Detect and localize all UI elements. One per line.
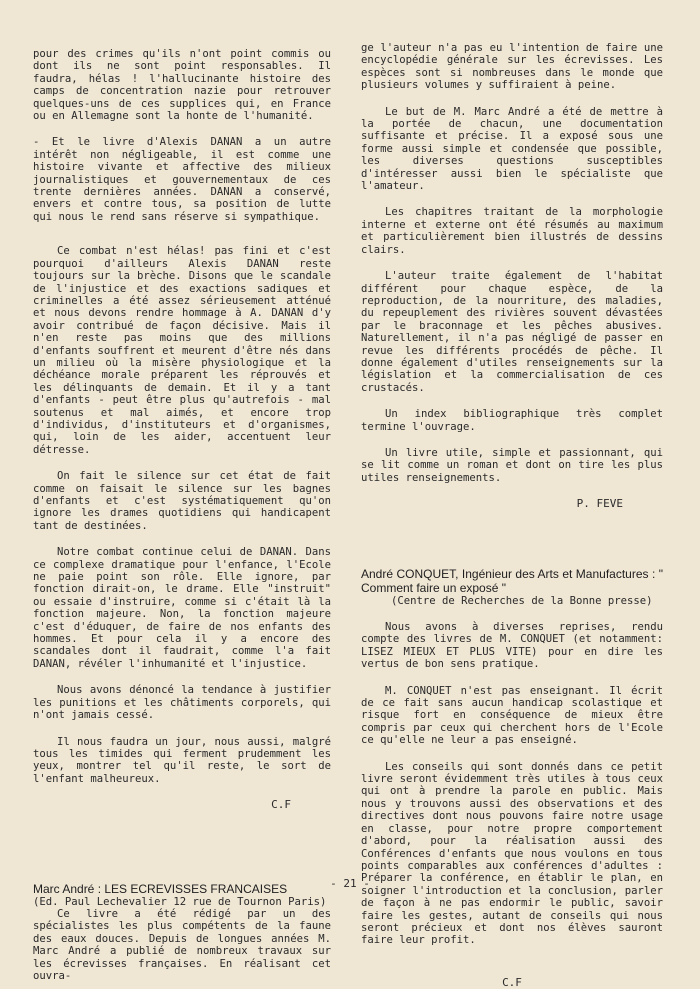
paragraph: ge l'auteur n'a pas eu l'intention de faire une encyclopédie générale sur les écrevisses. Les espèces sont si nombreuses dans le monde que plusieurs volumes y suffiraient à peine. <box>361 42 663 92</box>
paragraph: L'auteur traite également de l'habitat différent pour chaque espèce, de la reproduction, de la nourriture, des maladies, du repeuplement des rivières souvent dévastées par le braconnage et les pêches abusives. Naturellement, il n'a pas négligé de passer en revue les différents procédés de pêche. Il donne également d'utiles renseignements sur la législation et la commercialisation de ces crustacés. <box>361 270 663 394</box>
paragraph: pour des crimes qu'ils n'ont point commis ou dont ils ne sont point responsables. Il faudra, hélas ! l'hallucinante histoire des camps de concentration nazie pour retrouver quelques-uns de ces supplices qui, en France ou en Allemagne sont la honte de l'humanité. <box>33 48 331 123</box>
paragraph: Ce livre a été rédigé par un des spécialistes les plus compétents de la faune des eaux douces. Depuis de longues années M. Marc André a publié de nombreux travaux sur les écrevisses françaises. En réalisant cet ouvra- <box>33 907 331 982</box>
paragraph: Il nous faudra un jour, nous aussi, malgré tous les timides qui ferment prudemment les yeux, montrer tel qu'il reste, le sort de l'enfant malheureux. <box>33 735 331 785</box>
left-column <box>33 48 331 982</box>
paragraph: Un index bibliographique très complet termine l'ouvrage. <box>361 408 663 433</box>
paragraph: Notre combat continue celui de DANAN. Dans ce complexe dramatique pour l'enfance, l'Ecole ne paie point son rôle. Elle ignore, par fonction dirait-on, le drame. Elle "instruit" ou essaie d'instruire, comme si c'était là la fonction majeure. Non, la fonction majeure c'est d'éduquer, de faire de nos enfants des hommes. Et pour cela il y a encore des scandales dont il faudrait, comme l'a fait DANAN, révéler l'inhumanité et l'injustice. <box>33 546 331 670</box>
paragraph: Le but de M. Marc André a été de mettre à la portée de chacun, une documentation suffisante et précise. Il a exposé sous une forme aussi simple et condensée que possible, les diverses questions susceptibles d'intéresser aussi bien le spécialiste que l'amateur. <box>361 105 663 193</box>
review-heading: Marc André : LES ECREVISSES FRANCAISES <box>33 881 288 896</box>
signature: C.F <box>502 975 522 989</box>
paragraph: M. CONQUET n'est pas enseignant. Il écrit de ce fait sans aucun handicap scolastique et risque fort en conséquence de mieux être compris par ceux qui cherchent hors de l'Ecole ce qu'elle ne leur a pas enseigné. <box>361 684 663 747</box>
review-publisher: (Ed. Paul Lechevalier 12 rue de Tournon Paris) <box>33 895 327 908</box>
paragraph: Les chapitres traitant de la morphologie interne et externe ont été résumés au maximum et particulièrement bien illustrés de dessins clairs. <box>361 206 663 256</box>
signature: P. FEVE <box>576 497 623 511</box>
paragraph: Ce combat n'est hélas! pas fini et c'est pourquoi d'ailleurs Alexis DANAN reste toujours sur la brèche. Disons que le scandale de l'injustice et des exactions sadiques et criminelles a été assez sérieusement atténué et nous devons rendre hommage à A. DANAN d'y avoir contribué de façon décisive. Mais il n'en reste pas moins que des millions d'enfants souffrent et meurent d'être nés dans un milieu où la misère physiologique et la déchéance morale préparent les réprouvés et les délinquants de demain. Et il y a tant d'enfants - peut être plus qu'autrefois - mal soutenus et mal aimés, et encore trop d'individus, d'instituteurs et d'organismes, qui, loin de les aider, accentuent leur détresse. <box>33 245 331 456</box>
signature: C.F <box>271 798 291 812</box>
paragraph: Nous avons à diverses reprises, rendu compte des livres de M. CONQUET (et notamment: LISEZ MIEUX ET PLUS VITE) pour en dire les vertus de bon sens pratique. <box>361 621 663 671</box>
paragraph: Un livre utile, simple et passionnant, qui se lit comme un roman et dont on tire les plus utiles renseignements. <box>361 446 663 484</box>
review-heading: André CONQUET, Ingénieur des Arts et Manufactures : " Comment faire un exposé " <box>361 566 663 595</box>
paragraph: Les conseils qui sont donnés dans ce petit livre seront évidemment très utiles à tous ceux qui ont à prendre la parole en public. Mais nous y trouvons aussi des observations et des directives dont nous pouvons faire notre usage en classe, pour notre propre comportement d'abord, pour la réalisation aussi des Conférences d'enfants que nous voulons en tous points comparables aux conférences d'adultes : Préparer la conférence, en établir le plan, en soigner l'introduction et la conclusion, parler de façon à ne pas endormir le public, savoir faire les gestes, autant de conseils qui nous seront précieux et dont nos élèves sauront faire leur profit. <box>361 760 663 947</box>
review-publisher: (Centre de Recherches de la Bonne presse) <box>391 594 653 607</box>
right-column <box>361 42 663 989</box>
paragraph: - Et le livre d'Alexis DANAN a un autre intérêt non négligeable, il est comme une histoire vivante et affective des milieux journalistiques et gouvernementaux de ces trente dernières années. DANAN a conservé, envers et contre tous, sa position de lutte qui nous le rend sans réserve si sympathique. <box>33 136 331 223</box>
paragraph: On fait le silence sur cet état de fait comme on faisait le silence sur les bagnes d'enfants et c'est systématiquement qu'on ignore les drames quotidiens qui handicapent tant de destinées. <box>33 470 331 532</box>
page-number: - 21 - <box>330 877 370 890</box>
paragraph: Nous avons dénoncé la tendance à justifier les punitions et les châtiments corporels, qui n'ont jamais cessé. <box>33 684 331 722</box>
